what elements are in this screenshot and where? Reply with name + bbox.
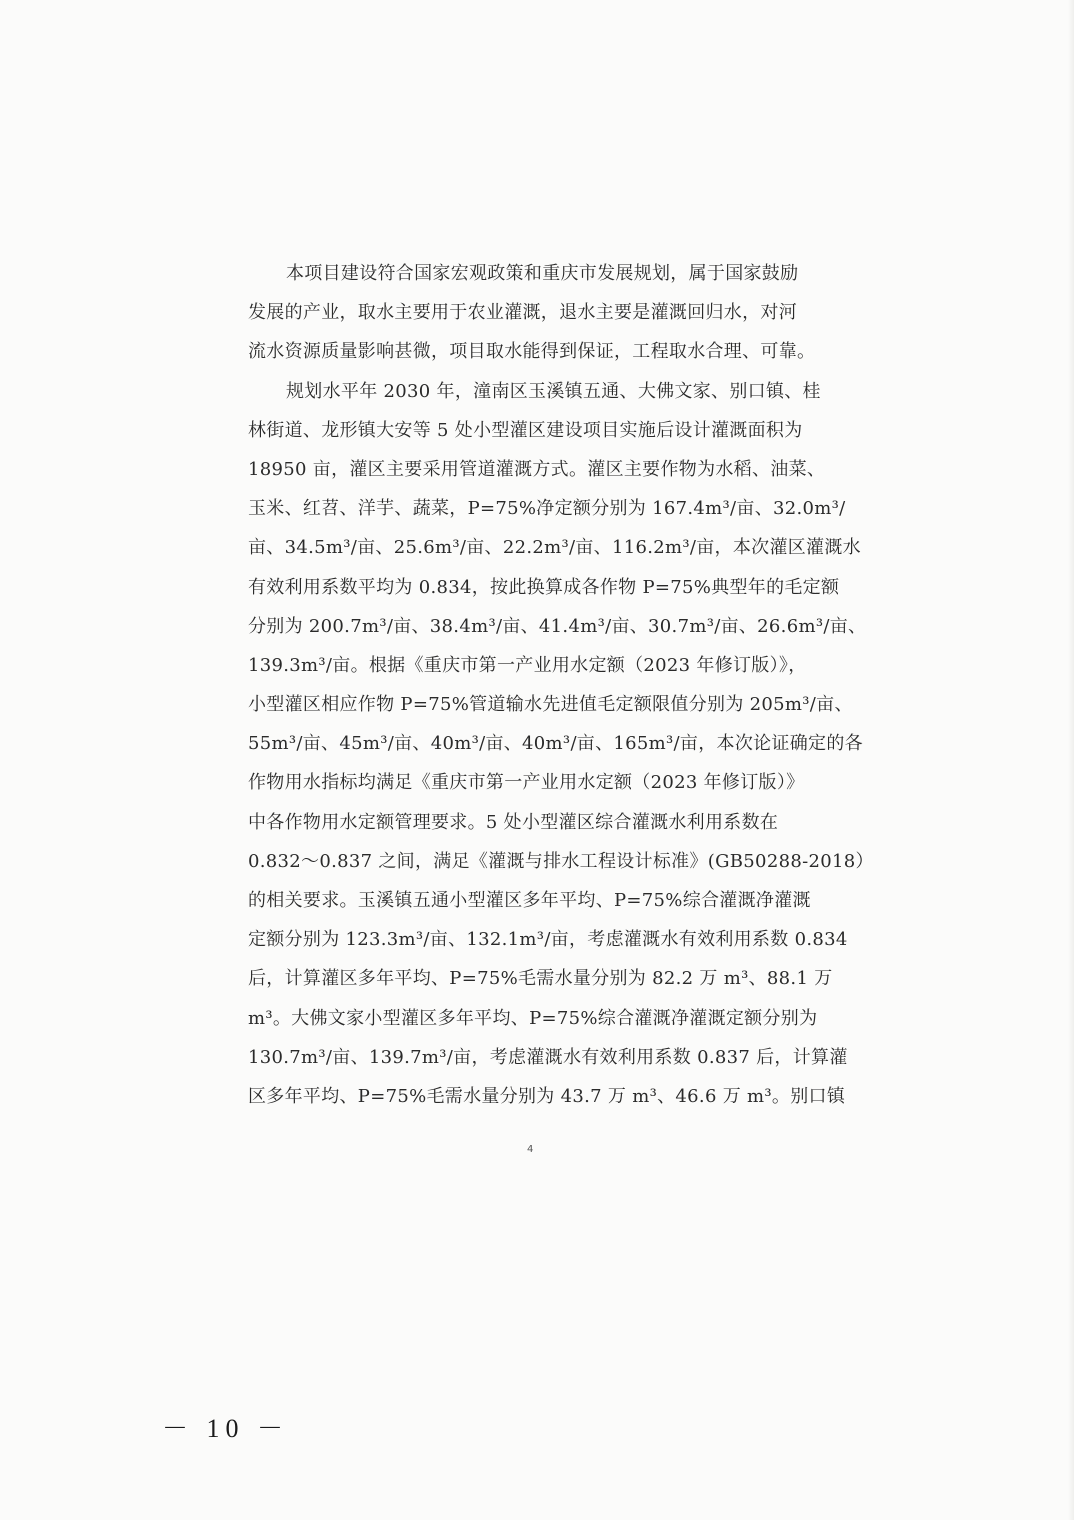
paragraph-line: 定额分别为 123.3m³/亩、132.1m³/亩，考虑灌溉水有效利用系数 0.834 bbox=[248, 929, 848, 951]
paragraph-line: m³。大佛文家小型灌区多年平均、P=75%综合灌溉净灌溉定额分别为 bbox=[248, 1007, 818, 1029]
paragraph-line: 分别为 200.7m³/亩、38.4m³/亩、41.4m³/亩、30.7m³/亩、26.6m³/亩、 bbox=[248, 615, 867, 637]
paragraph-line: 亩、34.5m³/亩、25.6m³/亩、22.2m³/亩、116.2m³/亩，本次灌区灌溉水 bbox=[248, 537, 861, 559]
paragraph-line: 流水资源质量影响甚微，项目取水能得到保证，工程取水合理、可靠。 bbox=[248, 341, 816, 363]
paragraph-line: 作物用水指标均满足《重庆市第一产业用水定额（2023 年修订版）》 bbox=[248, 772, 805, 794]
paragraph-line: 中各作物用水定额管理要求。5 处小型灌区综合灌溉水利用系数在 bbox=[248, 811, 779, 833]
paragraph-line: 18950 亩，灌区主要采用管道灌溉方式。灌区主要作物为水稻、油菜、 bbox=[248, 458, 826, 480]
paragraph-line: 后，计算灌区多年平均、P=75%毛需水量分别为 82.2 万 m³、88.1 万 bbox=[248, 968, 833, 990]
inner-page-number: 4 bbox=[527, 1144, 534, 1155]
body-text bbox=[248, 254, 874, 1116]
scan-edge-shadow bbox=[1068, 0, 1074, 1520]
paragraph-line: 规划水平年 2030 年，潼南区玉溪镇五通、大佛文家、别口镇、桂 bbox=[286, 380, 821, 402]
paragraph-line: 林街道、龙形镇大安等 5 处小型灌区建设项目实施后设计灌溉面积为 bbox=[248, 419, 803, 441]
paragraph-line: 0.832～0.837 之间，满足《灌溉与排水工程设计标准》(GB50288-2018） bbox=[248, 850, 874, 872]
paragraph-line: 玉米、红苕、洋芋、蔬菜，P=75%净定额分别为 167.4m³/亩、32.0m³/ bbox=[248, 498, 846, 520]
paragraph-line: 本项目建设符合国家宏观政策和重庆市发展规划，属于国家鼓励 bbox=[286, 263, 799, 284]
paragraph-line: 发展的产业，取水主要用于农业灌溉，退水主要是灌溉回归水，对河 bbox=[248, 302, 797, 324]
paragraph-line: 130.7m³/亩、139.7m³/亩，考虑灌溉水有效利用系数 0.837 后，计算灌 bbox=[248, 1046, 848, 1068]
outer-page-number: － 10 － bbox=[162, 1414, 290, 1443]
paragraph-line: 的相关要求。玉溪镇五通小型灌区多年平均、P=75%综合灌溉净灌溉 bbox=[248, 890, 811, 911]
paragraph-line: 55m³/亩、45m³/亩、40m³/亩、40m³/亩、165m³/亩，本次论证确定的各 bbox=[248, 733, 863, 755]
paragraph-line: 小型灌区相应作物 P=75%管道输水先进值毛定额限值分别为 205m³/亩、 bbox=[248, 694, 853, 716]
paragraph-line: 有效利用系数平均为 0.834，按此换算成各作物 P=75%典型年的毛定额 bbox=[248, 576, 840, 598]
paragraph-line: 区多年平均、P=75%毛需水量分别为 43.7 万 m³、46.6 万 m³。别口镇 bbox=[248, 1085, 846, 1107]
paragraph-line: 139.3m³/亩。根据《重庆市第一产业用水定额（2023 年修订版）》， bbox=[248, 654, 807, 676]
